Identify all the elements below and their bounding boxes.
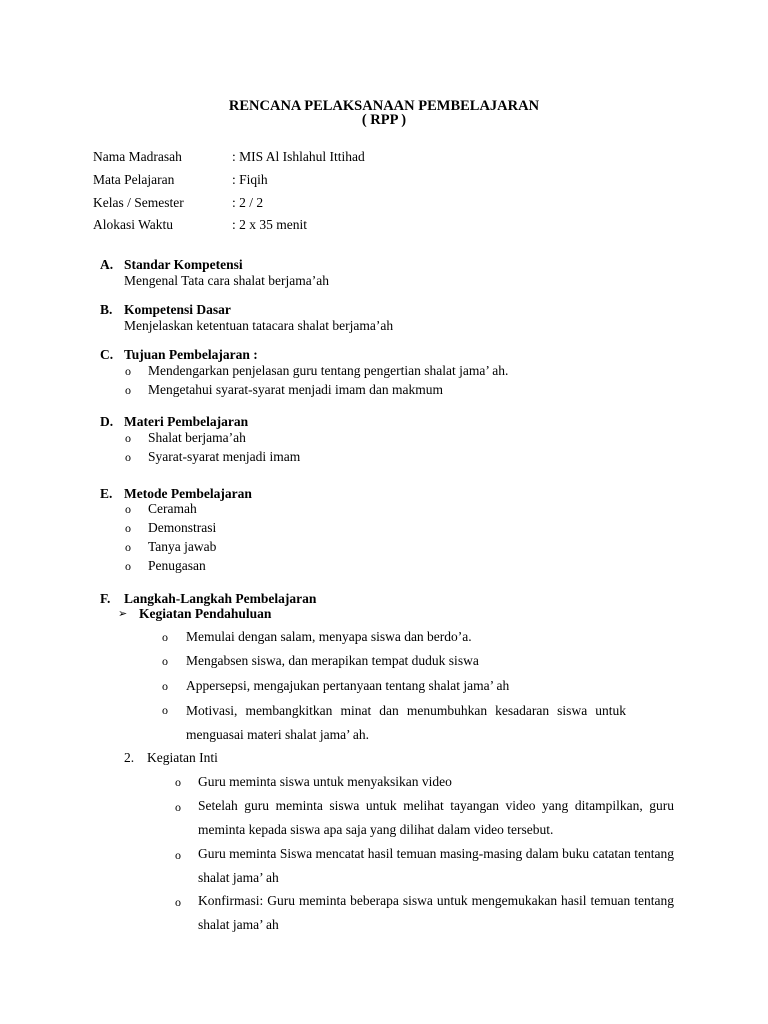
identity-label: Kelas / Semester	[93, 195, 184, 210]
bullet-icon: o	[125, 383, 131, 397]
bullet-icon: o	[162, 679, 168, 693]
bullet-icon: o	[162, 703, 168, 717]
section-text: Menjelaskan ketentuan tatacara shalat berjama’ah	[124, 318, 394, 333]
bullet-icon: o	[125, 450, 131, 464]
section-text: Mengenal Tata cara shalat berjama’ah	[124, 273, 329, 288]
bullet-icon: o	[125, 431, 131, 445]
bullet-icon: o	[162, 630, 168, 644]
list-item-text: Shalat berjama’ah	[148, 430, 246, 445]
section-letter: C.	[100, 347, 114, 362]
bullet-icon: o	[125, 540, 131, 554]
section-title: Langkah-Langkah Pembelajaran	[124, 591, 317, 606]
identity-value: : MIS Al Ishlahul Ittihad	[232, 149, 365, 164]
bullet-icon: o	[175, 848, 181, 862]
list-item-text: Syarat-syarat menjadi imam	[148, 449, 301, 464]
subsection-title: Kegiatan Pendahuluan	[139, 606, 272, 621]
list-item-text: Konfirmasi: Guru meminta beberapa siswa untuk mengemukakan hasil temuan tentang shalat jama’ ah	[198, 893, 674, 932]
list-item-text: Ceramah	[148, 501, 197, 516]
list-item-text: Mengabsen siswa, dan merapikan tempat duduk siswa	[186, 653, 479, 668]
bullet-icon: o	[162, 654, 168, 668]
section-letter: A.	[100, 257, 114, 272]
section-title: Kompetensi Dasar	[124, 302, 231, 317]
section-title: Materi Pembelajaran	[124, 414, 249, 429]
section-title: Standar Kompetensi	[124, 257, 243, 272]
list-item-text: Appersepsi, mengajukan pertanyaan tentang shalat jama’ ah	[186, 678, 510, 693]
list-item-text: Setelah guru meminta siswa untuk melihat tayangan video yang ditampilkan, guru meminta kepada siswa apa saja yang dilihat dalam video tersebut.	[198, 798, 674, 837]
bullet-icon: o	[125, 502, 131, 516]
bullet-icon: o	[125, 559, 131, 573]
list-item-text: Motivasi, membangkitkan minat dan menumbuhkan kesadaran siswa untuk menguasai materi shalat jama’ ah.	[186, 703, 626, 742]
list-item-text: Penugasan	[148, 558, 206, 573]
identity-label: Nama Madrasah	[93, 149, 182, 164]
identity-value: : Fiqih	[232, 172, 268, 187]
document-subtitle: ( RPP )	[361, 112, 407, 128]
bullet-icon: o	[175, 800, 181, 814]
subsection-number: 2.	[124, 750, 135, 765]
list-item-text: Demonstrasi	[148, 520, 217, 535]
bullet-icon: o	[125, 364, 131, 378]
list-item-text: Guru meminta Siswa mencatat hasil temuan masing-masing dalam buku catatan tentang shalat jama’ ah	[198, 846, 674, 885]
list-item-text: Tanya jawab	[148, 539, 217, 554]
section-letter: D.	[100, 414, 114, 429]
section-letter: F.	[100, 591, 111, 606]
list-item-text: Mengetahui syarat-syarat menjadi imam dan makmum	[148, 382, 444, 397]
bullet-icon: o	[175, 775, 181, 789]
identity-value: : 2 x 35 menit	[232, 217, 307, 232]
list-item-text: Memulai dengan salam, menyapa siswa dan berdo’a.	[186, 629, 472, 644]
bullet-icon: o	[125, 521, 131, 535]
identity-label: Mata Pelajaran	[93, 172, 175, 187]
section-title: Tujuan Pembelajaran :	[124, 347, 258, 362]
identity-value: : 2 / 2	[232, 195, 264, 210]
arrow-bullet-icon: ➢	[118, 608, 128, 620]
list-item-text: Guru meminta siswa untuk menyaksikan video	[198, 774, 452, 789]
section-letter: E.	[100, 486, 113, 501]
subsection-title: Kegiatan Inti	[147, 750, 218, 765]
section-title: Metode Pembelajaran	[124, 486, 252, 501]
document-title: RENCANA PELAKSANAAN PEMBELAJARAN	[228, 98, 540, 114]
section-letter: B.	[100, 302, 113, 317]
list-item-text: Mendengarkan penjelasan guru tentang pengertian shalat jama’ ah.	[148, 363, 509, 378]
identity-label: Alokasi Waktu	[93, 217, 174, 232]
bullet-icon: o	[175, 895, 181, 909]
